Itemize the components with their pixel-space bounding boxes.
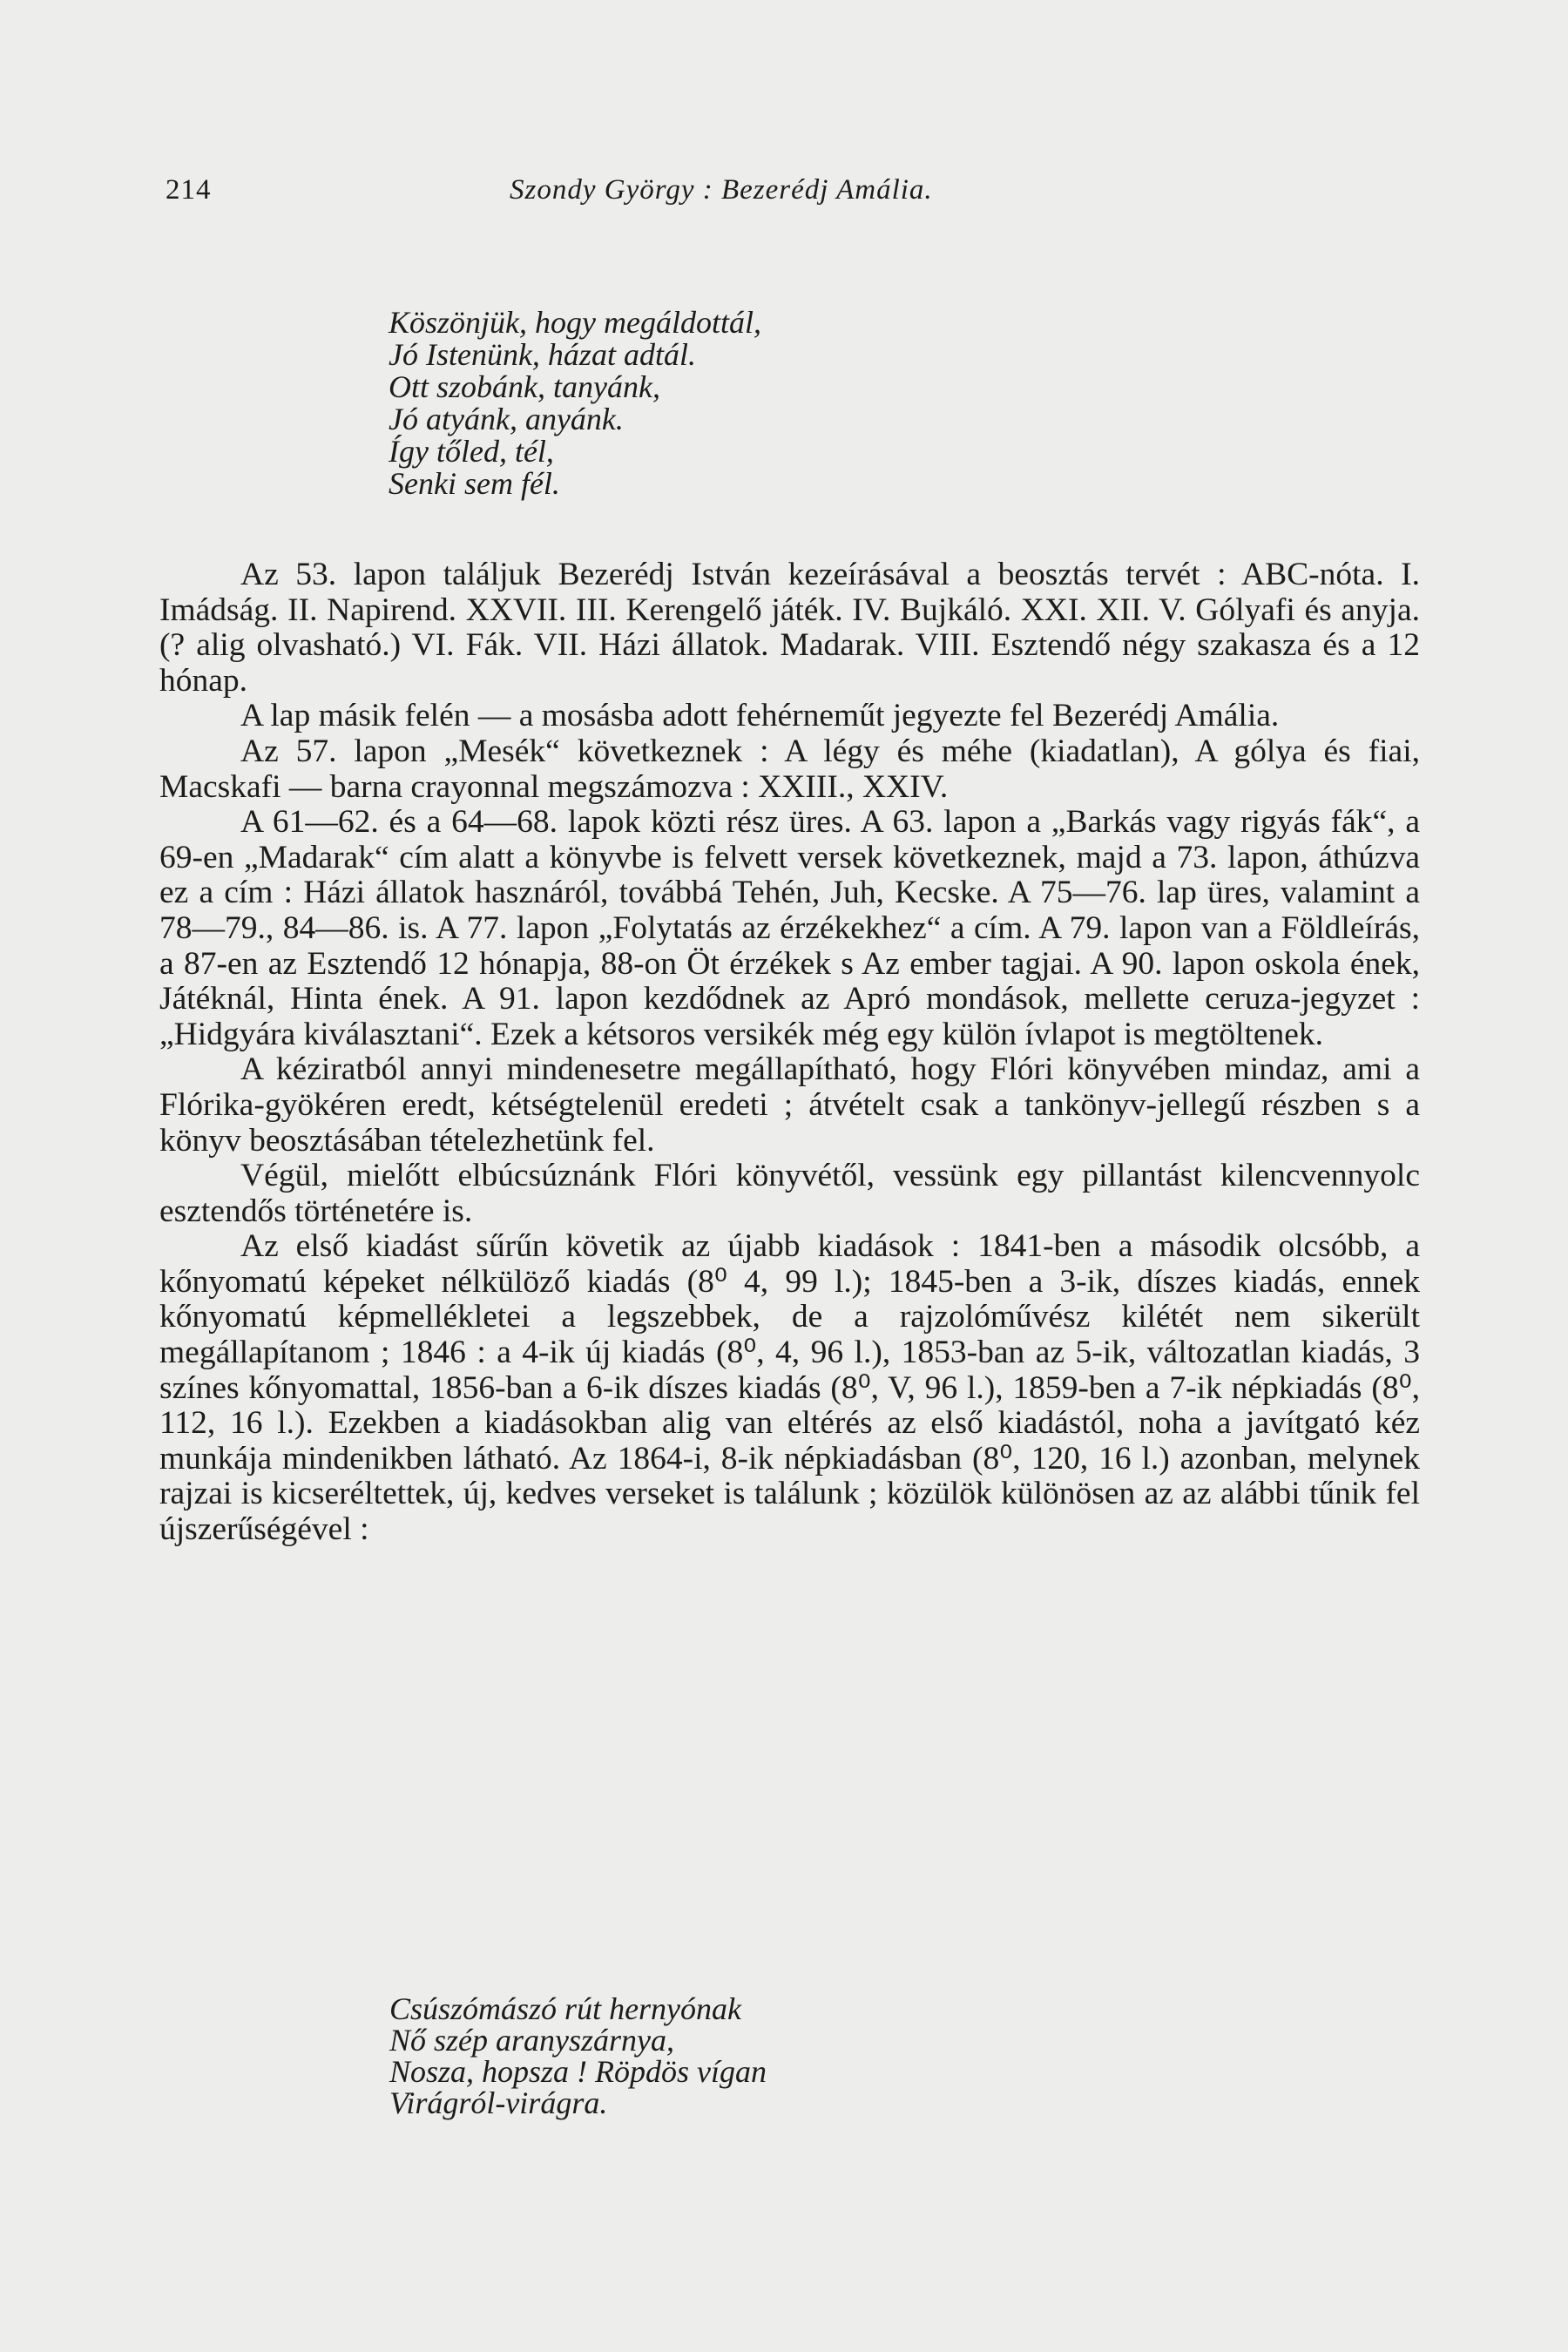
poem-line: Jó atyánk, anyánk. [389,402,624,436]
poem-line: Csúszómászó rút hernyónak [389,1991,742,2026]
body-text [159,558,1420,1548]
paragraph: A lap másik felén — a mosásba adott fehérneműt jegyezte fel Bezerédj Amália. [240,698,1280,734]
running-head: Szondy György : Bezerédj Amália. [510,174,933,206]
poem-line: Ott szobánk, tanyánk, [389,369,660,404]
poem-line: Virágról-virágra. [389,2085,608,2120]
paragraph: Az első kiadást sűrűn követik az újabb kiadások : 1841-ben a második olcsóbb, a kőnyomatú képeket nélkülöző kiadás (8⁰ 4, 99 l.); 1845-ben a 3-ik, díszes kiadás, ennek kőnyomatú képmellékletei a legszebbek, de a rajzolóművész kilétét nem sikerült megállapítanom ; 1846 : a 4-ik új kiadás (8⁰, 4, 96 l.), 1853-ban az 5-ik, változatlan kiadás, 3 színes kőnyomattal, 1856-ban a 6-ik díszes kiadás (8⁰, V, 96 l.), 1859-ben a 7-ik népkiadás (8⁰, 112, 16 l.). Ezekben a kiadásokban alig van eltérés az első kiadástól, noha a javítgató kéz munkája mindenikben látható. Az 1864-i, 8-ik népkiadásban (8⁰, 120, 16 l.) azonban, melynek rajzai is kicseréltettek, új, kedves verseket is találunk ; közülök különösen az az alábbi tűnik fel újszerűségével : [159,1228,1420,1548]
poem-line: Így tőled, tél, [389,434,554,469]
poem-top [389,307,761,500]
paragraph: Az 57. lapon „Mesék“ következnek : A légy és méhe (kiadatlan), A gólya és fiai, Macskafi — barna crayonnal megszámozva : XXIII., XXIV. [159,733,1420,805]
poem-line: Nosza, hopsza ! Röpdös vígan [389,2054,767,2089]
poem-line: Jó Istenünk, házat adtál. [389,337,696,372]
paragraph: A 61—62. és a 64—68. lapok közti rész üres. A 63. lapon a „Barkás vagy rigyás fák“, a 69-en „Madarak“ cím alatt a könyvbe is felvett versek következnek, majd a 73. lapon, áthúzva ez a cím : Házi állatok hasznáról, továbbá Tehén, Juh, Kecske. A 75—76. lap üres, valamint a 78—79., 84—86. is. A 77. lapon „Folytatás az érzékekhez“ a cím. A 79. lapon van a Földleírás, a 87-en az Esztendő 12 hónapja, 88-on Öt érzékek s Az ember tagjai. A 90. lapon oskola ének, Játéknál, Hinta ének. A 91. lapon kezdődnek az Apró mondások, mellette ceruza-jegyzet : „Hidgyára kiválasztani“. Ezek a kétsoros versikék még egy külön ívlapot is megtöltenek. [159,804,1420,1052]
poem-bottom [389,1993,767,2119]
paragraph: Az 53. lapon találjuk Bezerédj István kezeírásával a beosztás tervét : ABC-nóta. I. Imádság. II. Napirend. XXVII. III. Kerengelő játék. IV. Bujkáló. XXI. XII. V. Gólyafi és anyja. (? alig olvasható.) VI. Fák. VII. Házi állatok. Madarak. VIII. Esztendő négy szakasza és a 12 hónap. [159,557,1420,699]
poem-line: Senki sem fél. [389,466,560,501]
paragraph: Végül, mielőtt elbúcsúznánk Flóri könyvétől, vessünk egy pillantást kilencvennyolc esztendős történetére is. [159,1158,1420,1229]
page-header [166,174,1420,218]
page-number: 214 [166,174,212,206]
paragraph: A kéziratból annyi mindenesetre megállapítható, hogy Flóri könyvében mindaz, ami a Flórika-gyökéren eredt, kétségtelenül eredeti ; átvételt csak a tankönyv-jellegű részben s a könyv beosztásában tételezhetünk fel. [159,1051,1420,1159]
poem-line: Nő szép aranyszárnya, [389,2023,675,2058]
poem-line: Köszönjük, hogy megáldottál, [389,305,761,340]
